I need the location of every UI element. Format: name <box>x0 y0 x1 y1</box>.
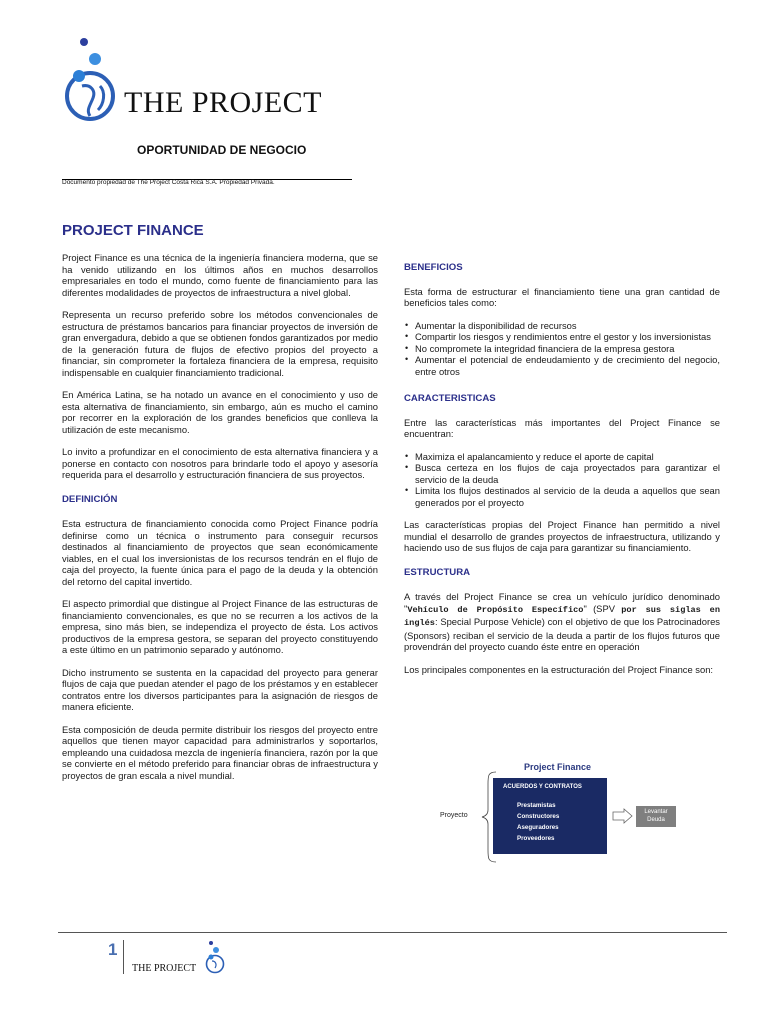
estructura-paragraph-2: Los principales componentes en la estructuración del Project Finance son: <box>404 663 714 675</box>
page-title: PROJECT FINANCE <box>62 222 204 239</box>
definicion-paragraph-2: El aspecto primordial que distingue al Project Finance de las estructuras de financiamiento convencionales, es que no se recurren a los activos de la empresa, sino más bien, se independiza el proyecto de ésta. Los activos productivos de la empresa gestora, se separan del proyecto constituyendo a este último en un patrimonio separado y autónomo. <box>62 598 378 655</box>
caracteristicas-outro: Las características propias del Project Finance han permitido a nivel mundial el desarrollo de grandes proyectos de infraestructura, utilizando y haciendo uso de sus flujos de caja para garantizar su financiamiento. <box>404 519 720 553</box>
intro-paragraph-2: Representa un recurso preferido sobre los métodos convencionales de estructura de préstamos bancarios para financiar proyectos de inversión de gran envergadura, debido a que se obtienen fondos garantizados por medio de la generación futura de flujos de efectivo propios del proyecto a financiar, sin comprometer la fortaleza financiera de la empresa, requisito indispensable en cualquier financiamiento tradicional. <box>62 309 378 378</box>
list-item: • Limita los flujos destinados al servicio de la deuda a aquellos que sean generados por el proyecto <box>415 485 720 508</box>
list-item: • Busca certeza en los flujos de caja proyectados para garantizar el servicio de la deuda <box>415 462 720 485</box>
section-heading-estructura: ESTRUCTURA <box>404 566 471 578</box>
output-box: Levantar Deuda <box>636 806 676 827</box>
intro-paragraph-1: Project Finance es una técnica de la ingeniería financiera moderna, que se ha venido utilizando en los últimos años en muchos desarrollos empresariales en todo el mundo, como fuente de financiamiento para las diferentes modalidades de proyectos de infraestructura a nivel global. <box>62 252 378 298</box>
page-number: 1 <box>108 940 118 959</box>
text-run: A través del Project Finance se crea un vehículo jurídico denominado " <box>404 591 720 614</box>
list-item: Constructores <box>517 813 560 820</box>
project-finance-diagram <box>436 760 686 866</box>
agreements-box <box>493 778 607 854</box>
beneficios-list <box>404 320 720 378</box>
ownership-note: Documento propiedad de The Project Costa Rica S.A. Propiedad Privada. <box>62 179 275 186</box>
text-run: " (SPV <box>583 602 622 614</box>
document-subtitle: OPORTUNIDAD DE NEGOCIO <box>137 143 307 157</box>
footer-separator <box>123 940 124 974</box>
agreements-box-header: ACUERDOS Y CONTRATOS <box>503 784 582 790</box>
footer-divider <box>58 932 727 933</box>
left-column <box>62 252 378 781</box>
list-item: • Aumentar la disponibilidad de recursos <box>415 320 720 332</box>
text-run-emphasis: Vehículo de Propósito Específico <box>407 604 584 615</box>
caracteristicas-intro: Entre las características más importantes del Project Finance se encuentran: <box>404 416 720 439</box>
caracteristicas-list <box>404 451 720 509</box>
footer-logo-icon <box>202 940 228 974</box>
list-item: • No compromete la integridad financiera de la empresa gestora <box>415 343 720 355</box>
the-project-logo-icon <box>60 34 122 124</box>
brand-name: THE PROJECT <box>124 86 323 119</box>
list-item: Prestamistas <box>517 802 556 809</box>
section-heading-beneficios: BENEFICIOS <box>404 262 463 273</box>
arrow-right-icon <box>612 808 634 824</box>
right-column <box>404 262 720 675</box>
definicion-paragraph-1: Esta estructura de financiamiento conocida como Project Finance podría definirse como un técnica o instrumento para conseguir recursos destinados al financiamiento de proyectos que sean económicamente viables, en el cual los inversionistas de los recursos tendrán en el flujo de caja del proyecto, la fuente única para el pago de la deuda y la obtención del retorno del capital invertido. <box>62 518 378 587</box>
text-run-emphasis: por sus siglas en inglés <box>404 604 721 628</box>
beneficios-intro: Esta forma de estructurar el financiamiento tiene una gran cantidad de beneficios tales como: <box>404 285 720 308</box>
diagram-title: Project Finance <box>524 762 592 772</box>
list-item: • Aumentar el potencial de endeudamiento y de crecimiento del negocio, entre otros <box>415 354 720 377</box>
list-item: • Compartir los riesgos y rendimientos entre el gestor y los inversionistas <box>415 331 720 343</box>
intro-paragraph-4: Lo invito a profundizar en el conocimiento de esta alternativa financiera y a ponerse en contacto con nosotros para brindarle todo el apoyo y asesoría requerida para el desarrollo y estructuración financiera de sus proyectos. <box>62 446 378 480</box>
list-item: • Maximiza el apalancamiento y reduce el aporte de capital <box>415 451 720 463</box>
section-heading-caracteristicas: CARACTERISTICAS <box>404 393 496 404</box>
list-item: Proveedores <box>517 835 555 842</box>
agreements-items <box>517 800 559 844</box>
list-item: Aseguradores <box>517 824 559 831</box>
diagram-left-label: Proyecto <box>440 812 468 819</box>
intro-paragraph-3: En América Latina, se ha notado un avance en el conocimiento y uso de esta alternativa de financiamiento, sin embargo, aún es mucho el camino por recorrer en la exploración de los grandes beneficios que conlleva la utilización de este mecanismo. <box>62 389 378 435</box>
estructura-paragraph-1 <box>404 591 720 653</box>
definicion-paragraph-3: Dicho instrumento se sustenta en la capacidad del proyecto para generar flujos de caja que puedan atender el pago de los préstamos y en establecer contratos entre los diversos participantes para la asignación de riesgos de manera eficiente. <box>62 666 378 712</box>
section-heading-definicion: DEFINICIÓN <box>62 493 118 505</box>
definicion-paragraph-4: Esta composición de deuda permite distribuir los riesgos del proyecto entre aquellos que tienen mayor capacidad para administrarlos y soportarlos, empleando una cuidadosa mezcla de ingeniería financiera, razón por la que se convierte en el método preferido para financiar obras de infraestructura y proyectos de gran escala a nivel mundial. <box>62 723 378 781</box>
footer-brand: THE PROJECT <box>132 963 197 974</box>
text-run: : Special Purpose Vehicle) con el objetivo de que los Patrocinadores (Sponsors) reciban el servicio de la deuda a partir de los flujos futuros que provendrán del proyecto cuando éste entre en operación <box>404 616 720 652</box>
